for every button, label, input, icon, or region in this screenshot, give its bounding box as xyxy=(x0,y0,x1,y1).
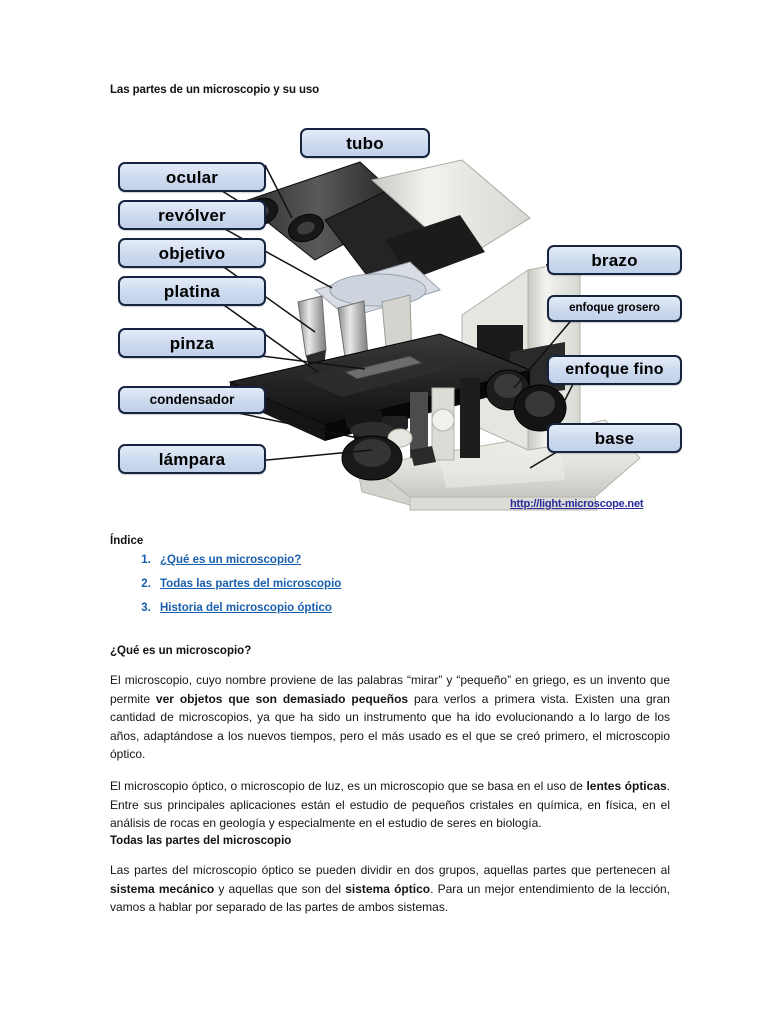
diagram-label-brazo: brazo xyxy=(547,245,682,275)
diagram-label-condensador: condensador xyxy=(118,386,266,414)
paragraph: El microscopio óptico, o microscopio de luz, es un microscopio que se basa en el uso de lentes ópticas. Entre sus principales aplicaciones están el estudio de pequeños cristales en química, en física, en el análisis de rocas en geología y especialmente en el estudio de seres en biología. xyxy=(110,778,671,831)
section-heading: Todas las partes del microscopio xyxy=(110,835,292,847)
paragraph: El microscopio, cuyo nombre proviene de las palabras “mirar” y “pequeño” en griego, es un invento que permite ver objetos que son demasiado pequeños para verlos a primera vista. Existen una gran cantidad de microscopios, ya que ha sido un instrumento que ha ido evolucionando a lo largo de los años, adaptándose a los nuevos tiempos, pero el más usado es el que se creó primero, el microscopio óptico. xyxy=(110,673,670,762)
diagram-label-enfoque-grosero: enfoque grosero xyxy=(547,295,682,322)
diagram-label-base: base xyxy=(547,423,682,453)
index-heading: Índice xyxy=(110,535,144,547)
section-what-is-microscope xyxy=(110,645,670,833)
microscope-parts-diagram xyxy=(110,120,690,530)
diagram-label-lampara: lámpara xyxy=(118,444,266,474)
source-watermark: http://light-microscope.net xyxy=(510,498,644,510)
diagram-label-tubo: tubo xyxy=(300,128,430,158)
index-link-2[interactable]: Todas las partes del microscopio xyxy=(160,578,342,590)
section-heading: ¿Qué es un microscopio? xyxy=(110,645,252,657)
index-section xyxy=(110,535,670,626)
diagram-label-revolver: revólver xyxy=(118,200,266,230)
index-list xyxy=(110,554,670,614)
page-title: Las partes de un microscopio y su uso xyxy=(110,84,320,96)
index-link-1[interactable]: ¿Qué es un microscopio? xyxy=(160,554,302,566)
list-item[interactable] xyxy=(154,578,670,590)
diagram-label-objetivo: objetivo xyxy=(118,238,266,268)
paragraph: Las partes del microscopio óptico se pueden dividir en dos grupos, aquellas partes que pertenecen al sistema mecánico y aquellas que son del sistema óptico. Para un mejor entendimiento de la lección, vamos a hablar por separado de las partes de ambos sistemas. xyxy=(110,863,671,915)
diagram-label-platina: platina xyxy=(118,276,266,306)
diagram-label-pinza: pinza xyxy=(118,328,266,358)
list-item[interactable] xyxy=(154,554,670,566)
diagram-label-ocular: ocular xyxy=(118,162,266,192)
diagram-label-enfoque-fino: enfoque fino xyxy=(547,355,682,385)
section-all-parts xyxy=(110,835,670,917)
list-item[interactable] xyxy=(154,602,670,614)
index-link-3[interactable]: Historia del microscopio óptico xyxy=(160,602,332,614)
